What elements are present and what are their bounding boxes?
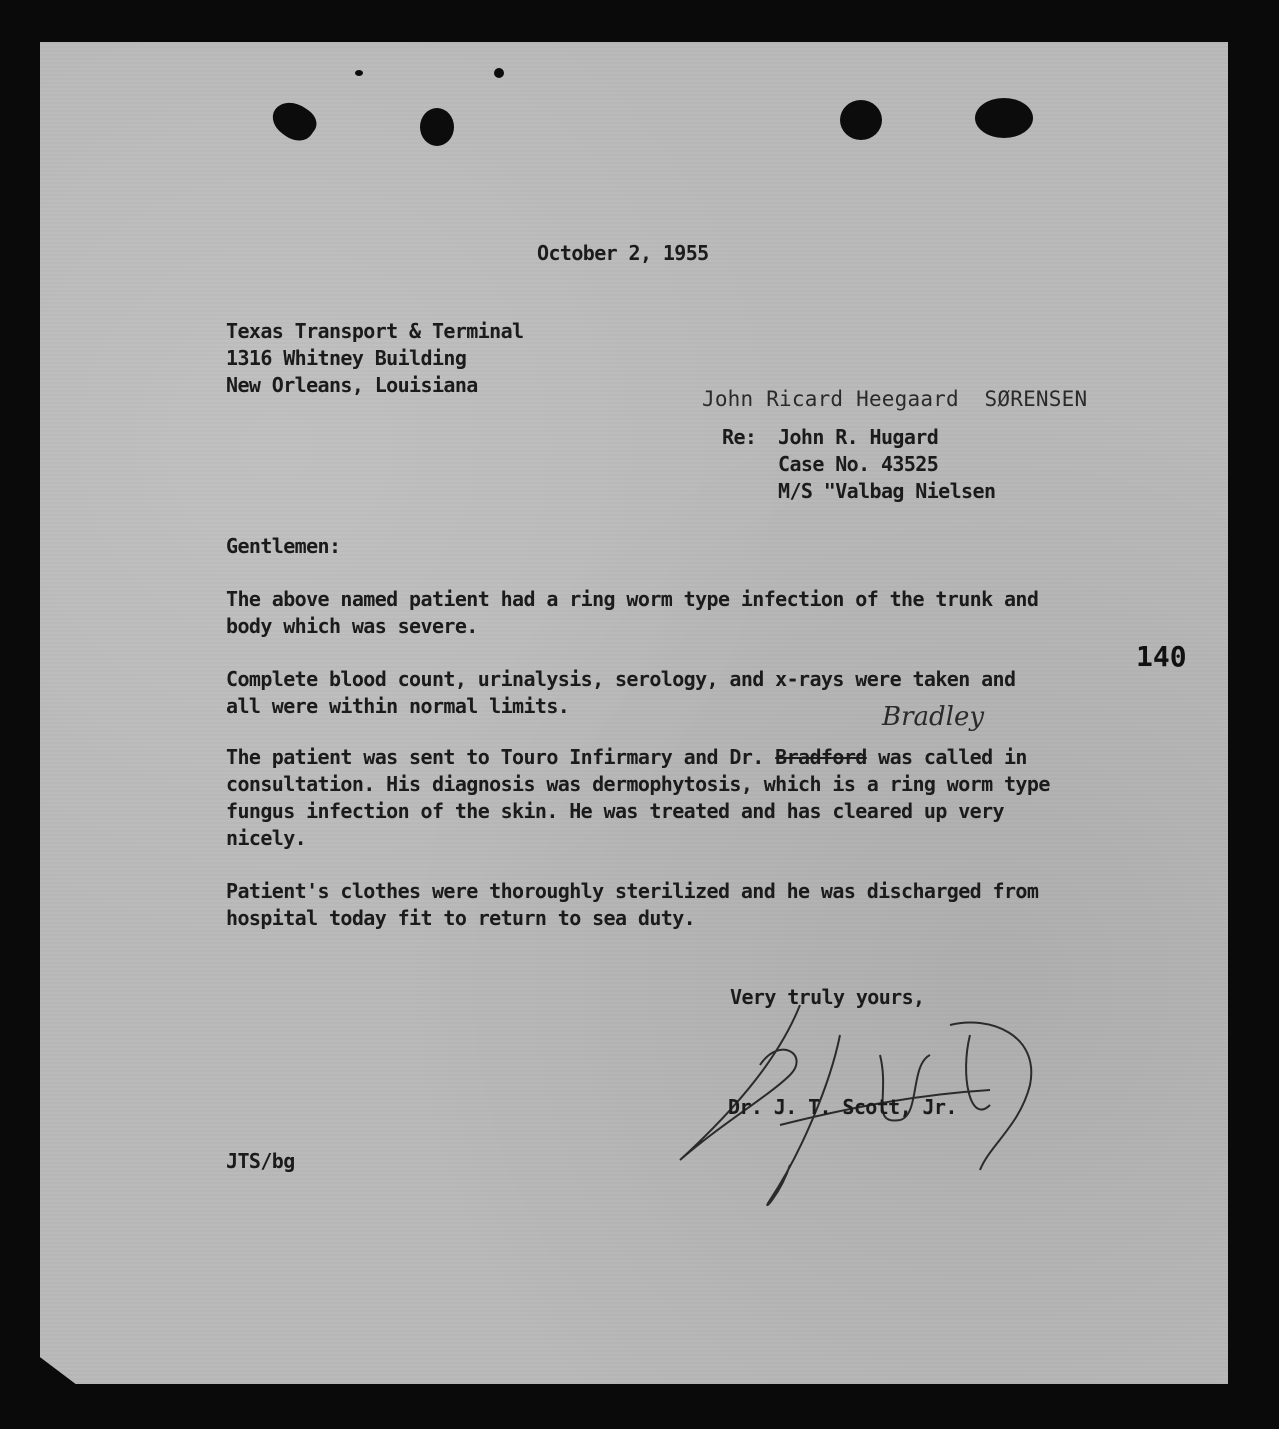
- added-name-line: John Ricard Heegaard SØRENSEN: [702, 387, 1088, 411]
- signer-name: Dr. J. T. Scott, Jr.: [728, 1095, 957, 1119]
- punch-hole: [420, 108, 454, 146]
- re-line: John R. Hugard: [778, 425, 939, 449]
- typist-initials: JTS/bg: [226, 1149, 295, 1173]
- punch-hole: [975, 98, 1033, 138]
- re-line: M/S "Valbag Nielsen: [778, 479, 996, 503]
- closing: Very truly yours,: [730, 985, 925, 1009]
- paragraph: Patient's clothes were thoroughly sterilized and he was discharged from hospital today fit to return to sea duty.: [226, 879, 1039, 930]
- re-label: Re:: [722, 425, 757, 449]
- salutation: Gentlemen:: [226, 534, 341, 558]
- page-number-stamp: 140: [1136, 640, 1187, 673]
- paragraph: Complete blood count, urinalysis, serology, and x-rays were taken and all were within normal limits.: [226, 667, 1016, 718]
- letter-date: October 2, 1955: [537, 241, 709, 265]
- recipient-line: New Orleans, Louisiana: [226, 373, 478, 397]
- re-line: Case No. 43525: [778, 452, 939, 476]
- paragraph-text: The patient was sent to Touro Infirmary and Dr.: [226, 745, 776, 769]
- struck-name: Bradford: [775, 745, 867, 769]
- paragraph-text: was called in consultation. His diagnosis was dermophytosis, which is a ring worm type fungus infection of the skin. He was treated and has cleared up very nicely.: [226, 745, 1050, 850]
- handwritten-correction: Bradley: [882, 702, 985, 732]
- paragraph: The above named patient had a ring worm type infection of the trunk and body which was severe.: [226, 587, 1039, 638]
- punch-hole: [840, 100, 882, 140]
- recipient-line: Texas Transport & Terminal: [226, 319, 524, 343]
- punch-hole: [355, 70, 363, 76]
- recipient-line: 1316 Whitney Building: [226, 346, 467, 370]
- punch-hole: [494, 68, 504, 78]
- paragraph: [226, 744, 1056, 852]
